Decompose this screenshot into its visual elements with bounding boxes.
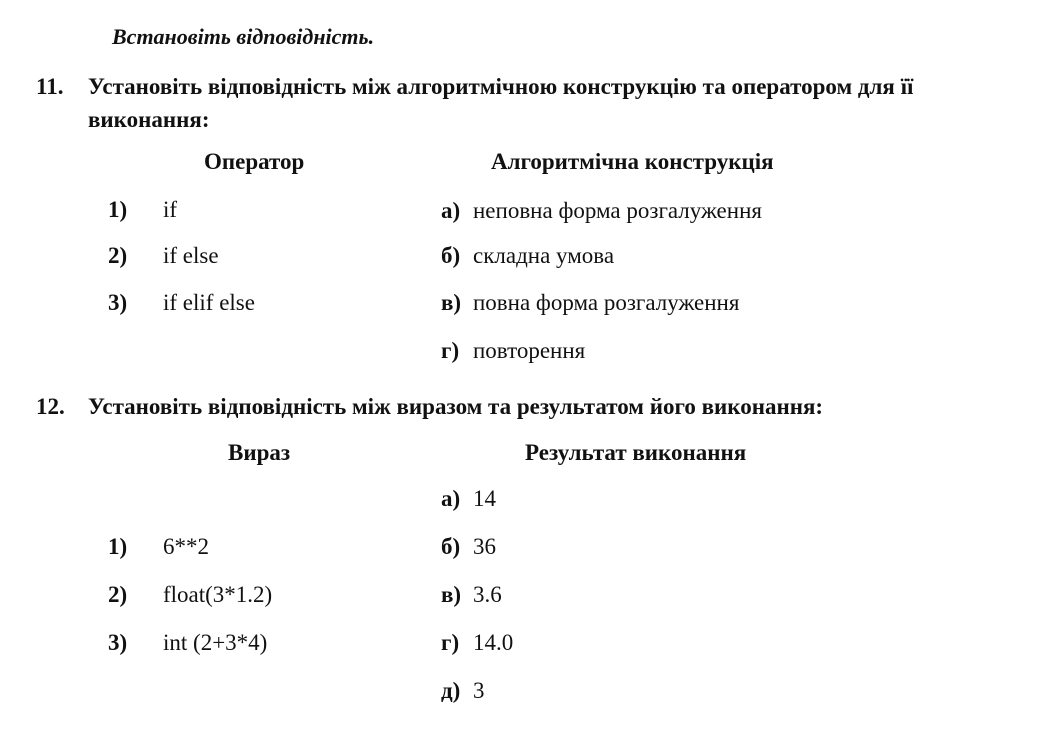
- q11-option-text: повторення: [473, 338, 586, 363]
- q12-option-text: 14: [473, 486, 496, 511]
- question-11-text: Установіть відповідність між алгоритмічною конструкцію та оператором для її виконання:: [88, 74, 914, 132]
- q11-left-item-text: if: [163, 197, 178, 222]
- q11-option-letter: в): [441, 290, 462, 315]
- q11-left-item-number: 1): [108, 197, 128, 222]
- q12-option-text: 3: [473, 678, 485, 703]
- q11-option-letter: б): [441, 243, 461, 268]
- q12-left-item-number: 2): [108, 582, 128, 607]
- q11-option-letter: а): [441, 198, 461, 223]
- q12-left-item-text: 6**2: [163, 534, 209, 559]
- q11-option-letter: г): [441, 338, 460, 363]
- q11-option-text: складна умова: [473, 243, 615, 268]
- q11-left-item-number: 3): [108, 290, 128, 315]
- q12-option-letter: а): [441, 486, 461, 511]
- question-11-number: 11.: [36, 74, 64, 99]
- q11-left-item-text: if elif else: [163, 290, 255, 315]
- q12-option-text: 14.0: [473, 630, 514, 655]
- q12-option-letter: г): [441, 630, 460, 655]
- q11-left-item-number: 2): [108, 243, 128, 268]
- q12-left-header: Вираз: [228, 440, 291, 465]
- q12-option-text: 36: [473, 534, 496, 559]
- q12-left-item-number: 1): [108, 534, 128, 559]
- section-title: Встановіть відповідність.: [112, 24, 375, 49]
- q11-right-header: Алгоритмічна конструкція: [491, 149, 774, 174]
- q11-option-text: неповна форма розгалуження: [473, 198, 762, 223]
- q11-left-item-text: if else: [163, 243, 219, 268]
- q12-option-letter: д): [441, 678, 461, 703]
- question-12-text: Установіть відповідність між виразом та результатом його виконання:: [88, 394, 824, 419]
- q12-left-item-text: int (2+3*4): [163, 630, 268, 655]
- q11-option-text: повна форма розгалуження: [473, 290, 740, 315]
- q11-left-header: Оператор: [204, 149, 305, 174]
- q12-option-letter: в): [441, 582, 462, 607]
- question-12-number: 12.: [36, 394, 65, 419]
- q12-left-item-text: float(3*1.2): [163, 582, 273, 607]
- q12-right-header: Результат виконання: [525, 440, 747, 465]
- q12-option-text: 3.6: [473, 582, 502, 607]
- q12-left-item-number: 3): [108, 630, 128, 655]
- q12-option-letter: б): [441, 534, 461, 559]
